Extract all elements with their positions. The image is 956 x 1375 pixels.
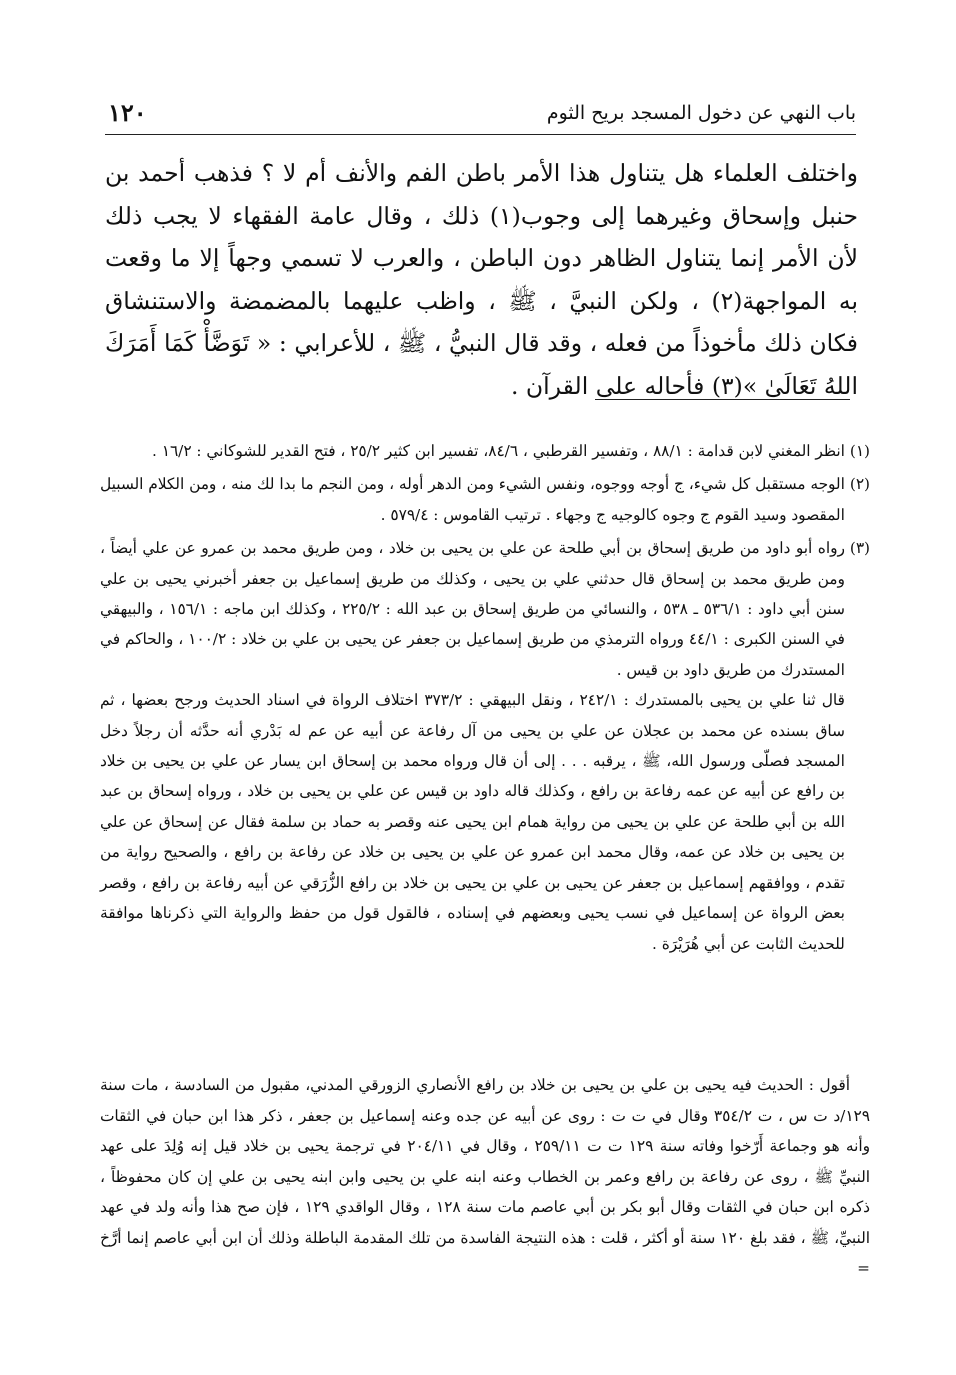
footnote-number: (١): [849, 442, 870, 460]
footnote-divider: [595, 399, 850, 400]
editor-comment: [100, 1070, 870, 1284]
page-header: [108, 98, 856, 138]
footnote-1: [100, 436, 870, 466]
footnote-text: انظر المغني لابن قدامة : ٨٨/١ ، وتفسير القرطبي ، ٨٤/٦، تفسير ابن كثير ٢٥/٢ ، فتح القدير للشوكاني : ١٦/٢ .: [152, 442, 845, 460]
main-paragraph: واختلف العلماء هل يتناول هذا الأمر باطن الفم والأنف أم لا ؟ فذهب أحمد بن حنبل وإسحاق وغيرهما إلى وجوب(١) ذلك ، وقال عامة الفقهاء لا يجب ذلك لأن الأمر إنما يتناول الظاهر دون الباطن ، والعرب لا تسمي وجهاً إلا ما وقعت به المواجهة(٢) ، ولكن النبيَّ ، ﷺ ، واظب عليهما بالمضمضة والاستنشاق فكان ذلك مأخوذاً من فعله ، وقد قال النبيُّ ، ﷺ ، للأعرابي : « تَوَضَّأْ كَمَا أَمَرَكَ اللهُ تَعَالَىٰ »(٣) فأحاله على القرآن .: [105, 159, 859, 400]
main-body: [105, 152, 858, 407]
footnote-text: الوجه مستقبل كل شيء، ج أوجه ووجوه، ونفس الشيء ومن الدهر أوله ، ومن النجم ما بدا لك منه ، ومن الكلام السبيل المقصود وسيد القوم ج وجوه كالوجيه ج وجهاء . ترتيب القاموس : ٥٧٩/٤ .: [100, 475, 845, 524]
footnote-text: رواه أبو داود من طريق إسحاق بن أبي طلحة عن علي بن يحيى بن خلاد ، ومن طريق محمد بن عمرو عن علي أيضاً ، ومن طريق محمد بن إسحاق قال حدثني علي بن يحيى ، وكذلك من طريق إسماعيل بن جعفر أخبرني يحيى بن علي سنن أبي داود : ٥٣٦/١ ـ ٥٣٨ ، والنسائي من طريق إسحاق بن عبد الله : ٢٢٥/٢ ، وكذلك ابن ماجه : ١٥٦/١ ، والبيهقي في السنن الكبرى : ٤٤/١ ورواه الترمذي من طريق إسماعيل بن جعفر عن يحيى بن علي بن خلاد : ١٠٠/٢ ، والحاكم في المستدرك من طريق داود بن قيس .: [100, 539, 845, 679]
footnote-body: [100, 469, 845, 530]
header-divider: [105, 134, 856, 135]
footnote-text: قال ثنا علي بن يحيى بالمستدرك : ٢٤٢/١ ، ونقل البيهقي : ٣٧٣/٢ اختلاف الرواة في اسناد الحديث ورجح بعضها ، ثم ساق بسنده عن محمد بن عجلان عن علي بن يحيى من آل رفاعة عن أبيه عن عم له بَدْري أنه حدَّثه أن رجلاً دخل المسجد فصلّى ورسول الله، ﷺ ، يرقبه . . . إلى أن قال ورواه محمد بن إسحاق ابن يسار عن علي بن يحيى بن خلاد بن رافع عن أبيه عن عمه رفاعة بن رافع ، وكذلك قاله داود بن قيس عن علي بن يحيى بن خلاد ، ورواه إسحاق بن عبد الله بن أبي طلحة عن علي بن يحيى من رواية همام ابن يحيى عنه وقصر به حماد بن سلمة فقال عن إسحاق عن علي بن يحيى بن خلاد عن عمه، وقال محمد ابن عمرو عن علي بن يحيى بن خلاد عن رفاعة بن رافع ، والصحيح رواية من تقدم ، ووافقهم إسماعيل بن جعفر عن يحيى بن علي بن يحيى بن خلاد بن رافع الزُّرَقي عن أبيه رفاعة بن رافع ، وقصر بعض الرواة عن إسماعيل في نسب يحيى وبعضهم في إسناده ، فالقول قول من حفظ والرواية التي ذكرناها موافقة للحديث الثابت عن أبي هُرَيْرَة .: [100, 691, 845, 953]
footnote-2: [100, 469, 870, 530]
footnote-body: [100, 533, 845, 959]
footnotes: [100, 436, 870, 959]
footnote-body: [100, 436, 845, 466]
page-number: ١٢٠: [108, 98, 147, 127]
chapter-title: باب النهي عن دخول المسجد بريح الثوم: [546, 102, 856, 124]
footnote-number: (٣): [849, 539, 870, 558]
footnote-3: [100, 533, 870, 959]
comment-text: أقول : الحديث فيه يحيى بن علي بن يحيى بن خلاد بن رافع الأنصاري الزورقي المدني، مقبول من السادسة ، مات سنة ١٢٩/د ت س ، ت ٣٥٤/٢ وقال في ت ت : روى عن أبيه عن جده وعنه إسماعيل بن جعفر ، ذكر هذا ابن حبان في الثقات وأنه هو وجماعة أَرّخوا وفاته سنة ١٢٩ ت ت ٢٥٩/١١ ، وقال في ٢٠٤/١١ في ترجمة يحيى بن خلاد قيل إنه وُلِدَ على عهد النبيِّ ﷺ ، روى عن رفاعة بن رافع وعمر بن الخطاب وعنه ابنه علي بن يحيى وابن ابنه يحيى بن علي إن كان محفوظاً ، ذكره ابن حبان في الثقات وقال أبو بكر بن أبي عاصم مات سنة ١٢٨ ، وقال الواقدي ١٢٩ ، فإن صح هذا وأنه ولد في عهد النبيِّ، ﷺ ، فقد بلغ ١٢٠ سنة أو أكثر ، قلت : هذه النتيجة الفاسدة من تلك المقدمة الباطلة وذلك أن ابن أبي عاصم إنما أرَّخ =: [100, 1076, 870, 1277]
footnote-number: (٢): [849, 475, 870, 494]
